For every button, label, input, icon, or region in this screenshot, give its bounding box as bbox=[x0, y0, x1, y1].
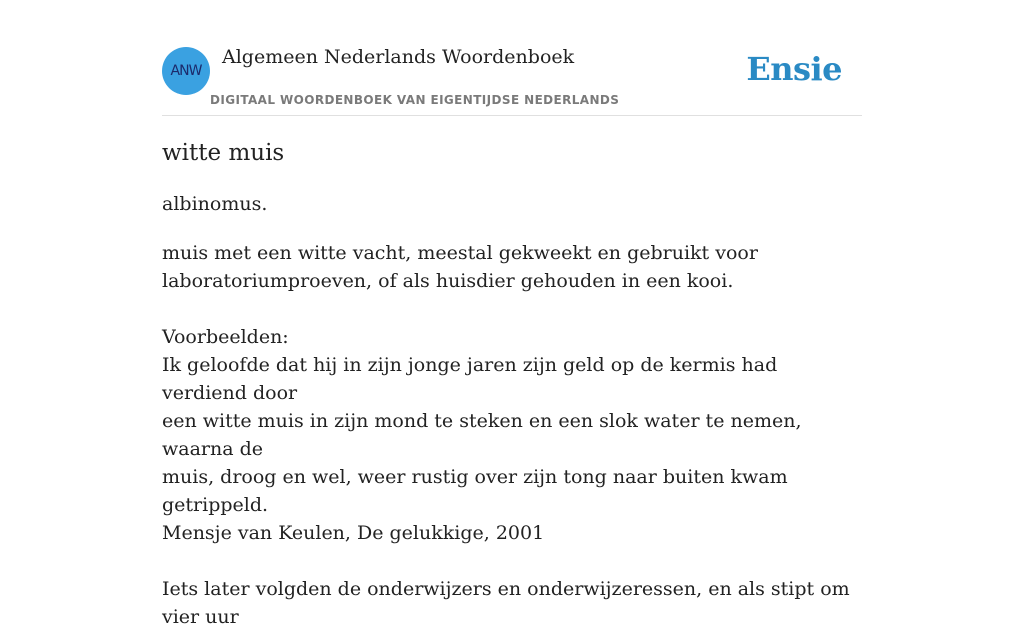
paragraph-gap bbox=[162, 295, 862, 323]
source-title[interactable]: Algemeen Nederlands Woordenboek bbox=[222, 46, 575, 68]
logo-text: ANW bbox=[170, 63, 202, 79]
anw-logo[interactable] bbox=[162, 47, 210, 95]
entry-headword: witte muis bbox=[162, 140, 285, 166]
page bbox=[162, 0, 862, 628]
header-divider bbox=[162, 115, 862, 116]
example-line: Ik geloofde dat hij in zijn jonge jaren zijn geld op de kermis had verdiend door bbox=[162, 354, 778, 404]
entry-body bbox=[162, 239, 862, 631]
entry-synonym: albinomus. bbox=[162, 193, 268, 215]
definition-line: laboratoriumproeven, of als huisdier gehouden in een kooi. bbox=[162, 270, 734, 292]
example-line: Iets later volgden de onderwijzers en onderwijzeressen, en als stipt om vier uur bbox=[162, 578, 850, 628]
paragraph-gap bbox=[162, 547, 862, 575]
examples-label: Voorbeelden: bbox=[162, 326, 289, 348]
definition-line: muis met een witte vacht, meestal gekweekt en gebruikt voor bbox=[162, 242, 758, 264]
example-line: een witte muis in zijn mond te steken en een slok water te nemen, waarna de bbox=[162, 410, 802, 460]
example-line: muis, droog en wel, weer rustig over zijn tong naar buiten kwam getrippeld. bbox=[162, 466, 788, 516]
source-subtitle: DIGITAAL WOORDENBOEK VAN EIGENTIJDSE NEDERLANDS bbox=[210, 93, 620, 107]
example-source: Mensje van Keulen, De gelukkige, 2001 bbox=[162, 522, 545, 544]
ensie-logo[interactable]: Ensie bbox=[746, 50, 842, 88]
